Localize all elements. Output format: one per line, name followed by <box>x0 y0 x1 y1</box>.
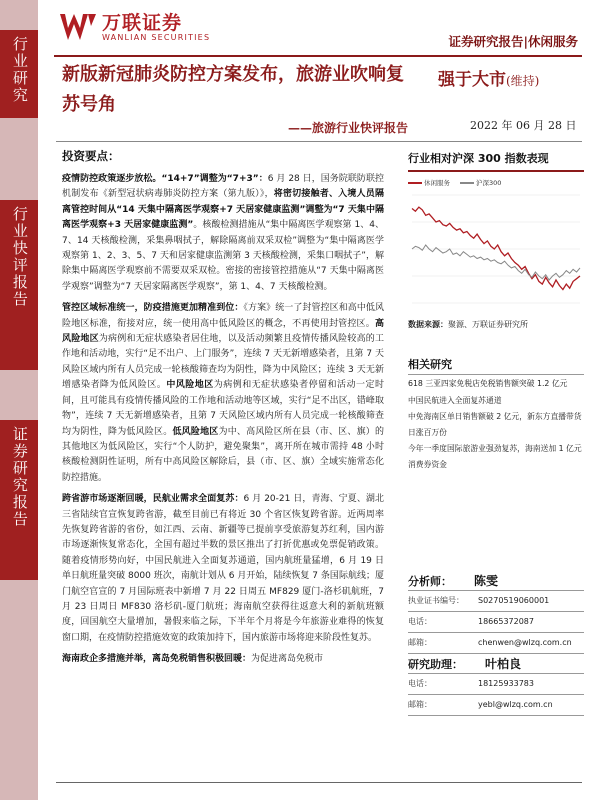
chart-heading: 行业相对沪深 300 指数表现 <box>408 150 584 172</box>
analyst-block <box>408 572 584 717</box>
report-subtitle: ——旅游行业快评报告 <box>287 121 408 135</box>
relative-performance-chart <box>408 189 584 309</box>
paragraph-travel-recovery: 跨省游市场逐渐回暖，民航业需求全面复苏：6 月 20-21 日，青海、宁夏、湖北三省陆续官宣恢复跨省游，截至目前已有将近 30 个省区恢复跨省游。近两周率先恢复跨省游的省份，如江西、云南、新疆等已提前享受旅游复苏红利，国内游市场逐渐恢复常态化，全国有超过半数的景区推出了打折优惠或免票促销政策。随着疫情形势向好，中国民航进入全面复苏通道，国内航班量猛增，6 月 19 日单日航班量突破 8000 班次，南航计划从 6 月开始，陆续恢复 7 条国际航线；厦门航空官宣的 7 月国际班表中新增 7 月 22 日周五 MF829 厦门-洛杉矶航班，7 月 23 日周日 MF830 洛杉矶-厦门航班；海南航空获得往返意大利的新航班额度，回国航空大量增加，暑假来临之际，下半年个月将是今年旅游业难得的恢复窗口期，在疫情防控措施效宽的政策加持下，国内旅游市场将迎来阶段性复苏。 <box>62 494 384 643</box>
related-research-heading: 相关研究 <box>408 356 584 375</box>
chart-source: 数据来源：聚源、万联证券研究所 <box>408 320 528 329</box>
analyst-name: 陈雯 <box>474 574 499 588</box>
industry-rating <box>438 65 539 90</box>
side-column <box>408 150 584 472</box>
paragraph-hainan-dutyfree: 海南政企多措施并举，离岛免税销售积极回暖：为促进离岛免税市 <box>62 654 324 665</box>
related-item[interactable]: 中国民航进入全面复苏通道 <box>408 395 502 405</box>
company-logo <box>58 10 210 44</box>
strip-label-quick-review: 行业快评报告 <box>0 200 38 370</box>
footer-divider <box>56 782 582 783</box>
assistant-row: 研究助理： 叶柏良 <box>408 657 522 671</box>
paragraph-risk-zones: 管控区域标准统一，防疫措施更加精准到位：《方案》统一了封管控区和高中低风险地区标准，衔接对应，统一使用高中低风险区的概念，不再使用封管控区。高风险地区为病例和无症状感染者居住地，以及活动频繁且疫情传播风险较高的工作地和活动地，实行“足不出户、上门服务”，连续 7 天无新增感染者，且第 7 天风险区域内所有人员完成一轮核酸筛查均为阴性，降为中风险区；连续 3 天无新增感染者降为低风险区。中风险地区为病例和无症状感染者停留和活动一定时间，且可能具有疫情传播风险的工作地和活动地等区域，实行“足不出区，错峰取物”，连续 7 天无新增感染者，且第 7 天风险区域内所有人员完成一轮核酸筛查均为阴性，降为低风险区。低风险地区为中、高风险区所在县（市、区、旗）的其他地区为低风险区，实行“个人防护，避免聚集”，离开所在城市需持 48 小时核酸检测阴性证明，所有中高风险区解除后，县（市、区、旗）全域实施常态化防控措施。 <box>62 303 384 483</box>
assistant-phone: 电话： 18125933783 <box>408 679 534 688</box>
wanlian-logo-icon <box>58 10 98 44</box>
legend-item-hs300: 沪深300 <box>460 178 501 187</box>
logo-english-name: WANLIAN SECURITIES <box>102 32 211 42</box>
related-item[interactable]: 618 三亚四家免税店免税销售额突破 1.2 亿元 <box>408 379 568 388</box>
analyst-cert: 执业证书编号： S0270519060001 <box>408 596 550 605</box>
related-item[interactable]: 今年一季度国际旅游业强劲复苏，海南送加 1 亿元消费券资金 <box>408 444 582 469</box>
analyst-phone: 电话： 18665372087 <box>408 617 534 626</box>
report-title: 新版新冠肺炎防控方案发布，旅游业吹响复苏号角 <box>62 64 404 115</box>
paragraph-policy-relaxation: 疫情防控政策逐步放松。“14+7”调整为“7+3”：6 月 28 日，国务院联防联控机制发布《新型冠状病毒肺炎防控方案（第九版）》，将密切接触者、入境人员隔离管控时间从“14 天集中隔离医学观察+7 天居家健康监测”调整为“7 天集中隔离医学观察+3 天居家健康监测”。核酸检测措施从“集中隔离医学观察第 1、4、7、14 天核酸检测，采集鼻咽拭子，解除隔离前双采双检”调整为“集中隔离医学观察第 1、2、3、5、7 天和居家健康监测第 3 天核酸检测，采集口咽拭子”，解除集中隔离医学观察前不需要双采双检。密接的密接管控措施从“7 天集中隔离医学观察”调整为“7 天居家隔离医学观察”，第 1、4、7 天核酸检测。 <box>62 174 384 292</box>
header-divider <box>54 55 582 57</box>
related-item[interactable]: 中免海南区单日销售额破 2 亿元，新东方直播带货日涨百万份 <box>408 412 582 437</box>
chart-legend <box>408 178 584 187</box>
left-vertical-strip <box>0 0 38 800</box>
assistant-name: 叶柏良 <box>485 657 522 671</box>
assistant-email: 邮箱： yebl@wlzq.com.cn <box>408 700 553 709</box>
legend-item-leisure: 休闲服务 <box>408 178 450 187</box>
report-category-tag: 证券研究报告|休闲服务 <box>448 34 578 49</box>
strip-label-industry-research: 行业研究 <box>0 30 38 118</box>
analyst-row: 分析师： 陈雯 <box>408 574 499 588</box>
series-line-hs300 <box>412 245 580 280</box>
report-date: 2022 年 06 月 28 日 <box>470 119 577 132</box>
title-divider <box>56 141 582 142</box>
rating-value: 强于大市 <box>438 70 506 90</box>
strip-label-securities-report: 证券研究报告 <box>0 420 38 580</box>
investment-points-heading: 投资要点： <box>62 149 120 163</box>
rating-note: (维持) <box>506 74 540 88</box>
main-content <box>62 148 384 674</box>
logo-chinese-name: 万联证券 <box>102 11 183 34</box>
analyst-email: 邮箱： chenwen@wlzq.com.cn <box>408 638 572 647</box>
